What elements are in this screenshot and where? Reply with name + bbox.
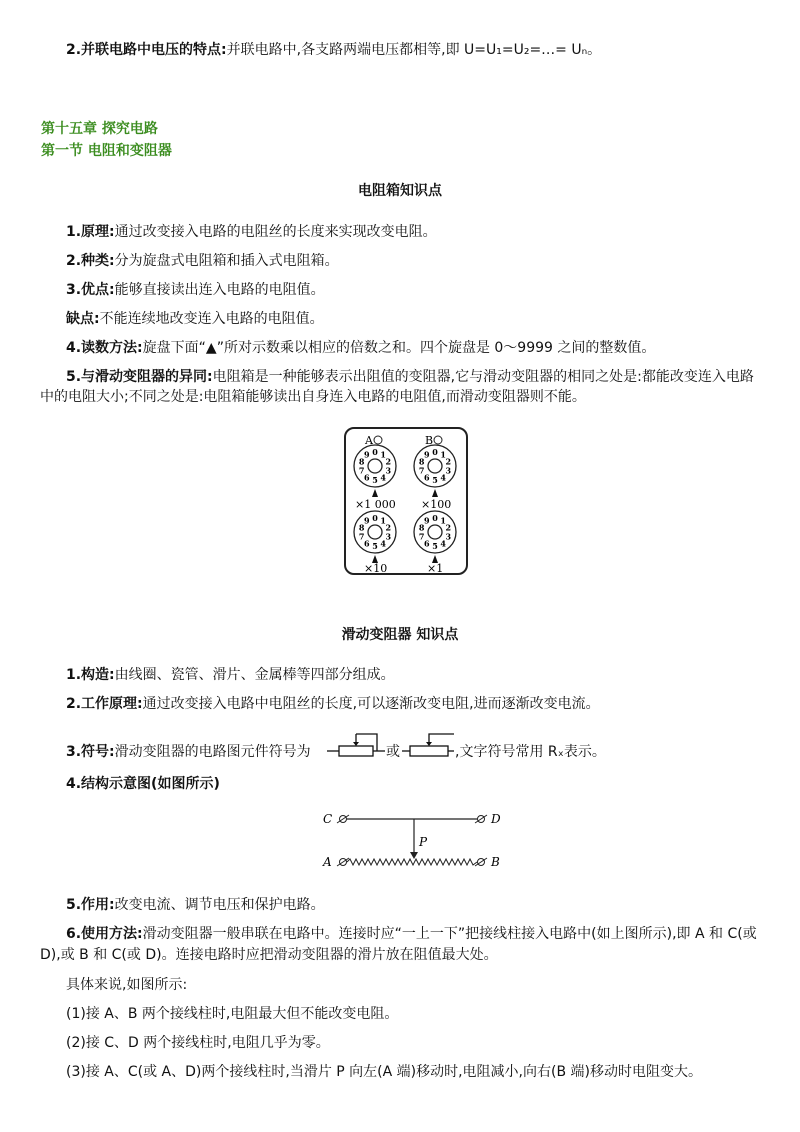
dial-digit: 7 [358,531,365,542]
dial-digit: 7 [418,531,425,542]
symbol-suffix: ,文字符号常用 Rₓ表示。 [455,744,606,760]
dial-digit: 6 [364,538,370,549]
rheostat-symbol-1 [327,730,385,760]
rheostat-structure-diagram [320,808,510,872]
dial-1 [414,511,456,553]
dial-digit: 1 [440,449,446,460]
dial-digit: 9 [424,515,430,526]
item-text: 旋盘下面“▲”所对示数乘以相应的倍数之和。四个旋盘是 0～9999 之间的整数值。 [142,340,656,356]
dial-digit: 0 [432,513,438,523]
item-title: 3.优点: [66,282,115,298]
rheo-item-structure [66,665,395,685]
dial-digit: 7 [418,465,425,476]
dial-digit: 2 [385,456,392,467]
dial-digit: 0 [372,447,378,457]
dial-digit: 5 [372,541,378,551]
dial-digit: 2 [445,456,452,467]
item-title: 缺点: [66,311,100,327]
dial-digit: 0 [432,447,438,457]
dial-digit: 8 [418,522,425,533]
dial-digit: 1 [380,515,386,526]
rheo-item-usage [40,924,764,966]
dial-digit: 1 [380,449,386,460]
slider-pointer-icon [410,852,418,859]
terminal-c-label: C [323,812,333,826]
terminal-a-label: A [323,855,332,869]
dial-knob [428,459,442,473]
item-title: 5.与滑动变阻器的异同: [66,369,213,385]
dial-digit: 8 [358,522,365,533]
slider-p-label: P [419,835,428,849]
section-title: 第一节 电阻和变阻器 [41,143,172,159]
dial-digit: 8 [358,456,365,467]
rheo-item-diagram-title: 4.结构示意图(如图所示) [66,776,220,792]
box-item-types [66,251,339,271]
item-text: 滑动变阻器的电路图元件符号为 [114,744,311,760]
dial-knob [428,525,442,539]
detail-case-3: (3)接 A、C(或 A、D)两个接线柱时,当滑片 P 向左(A 端)移动时,电阻减小,向右(B 端)移动时电阻变大。 [66,1064,702,1080]
dial-digit: 0 [372,513,378,523]
box-item-advantage [66,280,325,300]
rheo-item-function [66,895,325,915]
dial-digit: 9 [364,449,370,460]
dial-digit: 4 [380,472,386,483]
dial-digit: 2 [385,522,392,533]
item-text: 电阻箱是一种能够表示出阻值的变阻器,它与滑动变阻器的相同之处是:都能改变连入电路中的电阻大小;不同之处是:电阻箱能够读出自身连入电路的电阻值,而滑动变阻器则不能。 [40,369,754,405]
dial-digit: 3 [445,465,452,476]
rheo-item-principle [66,694,600,714]
multiplier-1000: ×1 000 [355,498,396,511]
item-text: 通过改变接入电路的电阻丝的长度来实现改变电阻。 [114,224,437,240]
dial-digit: 3 [385,465,392,476]
item-text: 通过改变接入电路中电阻丝的长度,可以逐渐改变电阻,进而逐渐改变电流。 [142,696,600,712]
item-title: 6.使用方法: [66,926,143,942]
dial-digit: 9 [364,515,370,526]
rheo-item-symbol [66,742,311,762]
dial-digit: 4 [380,538,386,549]
dial-knob [368,459,382,473]
item-title: 1.构造: [66,667,115,683]
dial-100 [414,445,456,487]
dial-digit: 1 [440,515,446,526]
item-text: 不能连续地改变连入电路的电阻值。 [99,311,324,327]
dial-digit: 8 [418,456,425,467]
resistance-box-heading: 电阻箱知识点 [358,183,442,199]
detail-intro: 具体来说,如图所示: [66,977,188,993]
item-title: 5.作用: [66,897,115,913]
item-title: 2.工作原理: [66,696,143,712]
dial-digit: 3 [385,531,392,542]
dial-1000 [354,445,396,487]
symbol-or: 或 [386,744,400,760]
terminal-a-label: A [365,434,373,447]
box-item-reading [66,338,655,358]
dial-digit: 4 [440,538,446,549]
dial-digit: 4 [440,472,446,483]
item-text: 滑动变阻器一般串联在电路中。连接时应“一上一下”把接线柱接入电路中(如上图所示),即 A 和 C(或 D),或 B 和 C(或 D)。连接电路时应把滑动变阻器的滑片放在阻值最大处。 [40,926,757,963]
rheostat-symbol-2 [402,730,454,760]
parallel-voltage-item [66,40,601,60]
item-text: 由线圈、瓷管、滑片、金属棒等四部分组成。 [114,667,395,683]
dial-knob [368,525,382,539]
box-item-disadvantage [66,309,324,329]
dial-digit: 6 [424,538,430,549]
item-title: 1.原理: [66,224,115,240]
terminal-b-label: B [425,434,434,447]
item-title: 2.种类: [66,253,115,269]
dial-10 [354,511,396,553]
terminal-d-label: D [491,812,501,826]
dial-digit: 5 [432,541,438,551]
box-item-comparison [40,367,764,407]
box-item-principle [66,222,437,242]
dial-digit: 2 [445,522,452,533]
terminal-b-label: B [491,855,500,869]
detail-case-2: (2)接 C、D 两个接线柱时,电阻几乎为零。 [66,1035,330,1051]
item-title: 2.并联电路中电压的特点: [66,42,227,58]
chapter-title: 第十五章 探究电路 [41,121,158,137]
dial-digit: 3 [445,531,452,542]
dial-digit: 5 [372,475,378,485]
multiplier-100: ×100 [421,498,452,511]
dial-digit: 5 [432,475,438,485]
resistance-box-figure [343,426,469,576]
item-text: 并联电路中,各支路两端电压都相等,即 U=U₁=U₂=…= Uₙ。 [226,42,602,58]
item-text: 能够直接读出连入电路的电阻值。 [114,282,325,298]
dial-digit: 6 [424,472,430,483]
dial-digit: 9 [424,449,430,460]
multiplier-10: ×10 [364,562,388,575]
item-text: 分为旋盘式电阻箱和插入式电阻箱。 [114,253,339,269]
resistance-coil [347,859,477,865]
dial-digit: 7 [358,465,365,476]
detail-case-1: (1)接 A、B 两个接线柱时,电阻最大但不能改变电阻。 [66,1006,399,1022]
dial-digit: 6 [364,472,370,483]
item-text: 改变电流、调节电压和保护电路。 [114,897,325,913]
item-title: 3.符号: [66,744,115,760]
item-title: 4.读数方法: [66,340,143,356]
rheostat-heading: 滑动变阻器 知识点 [341,627,459,643]
multiplier-1: ×1 [427,562,444,575]
